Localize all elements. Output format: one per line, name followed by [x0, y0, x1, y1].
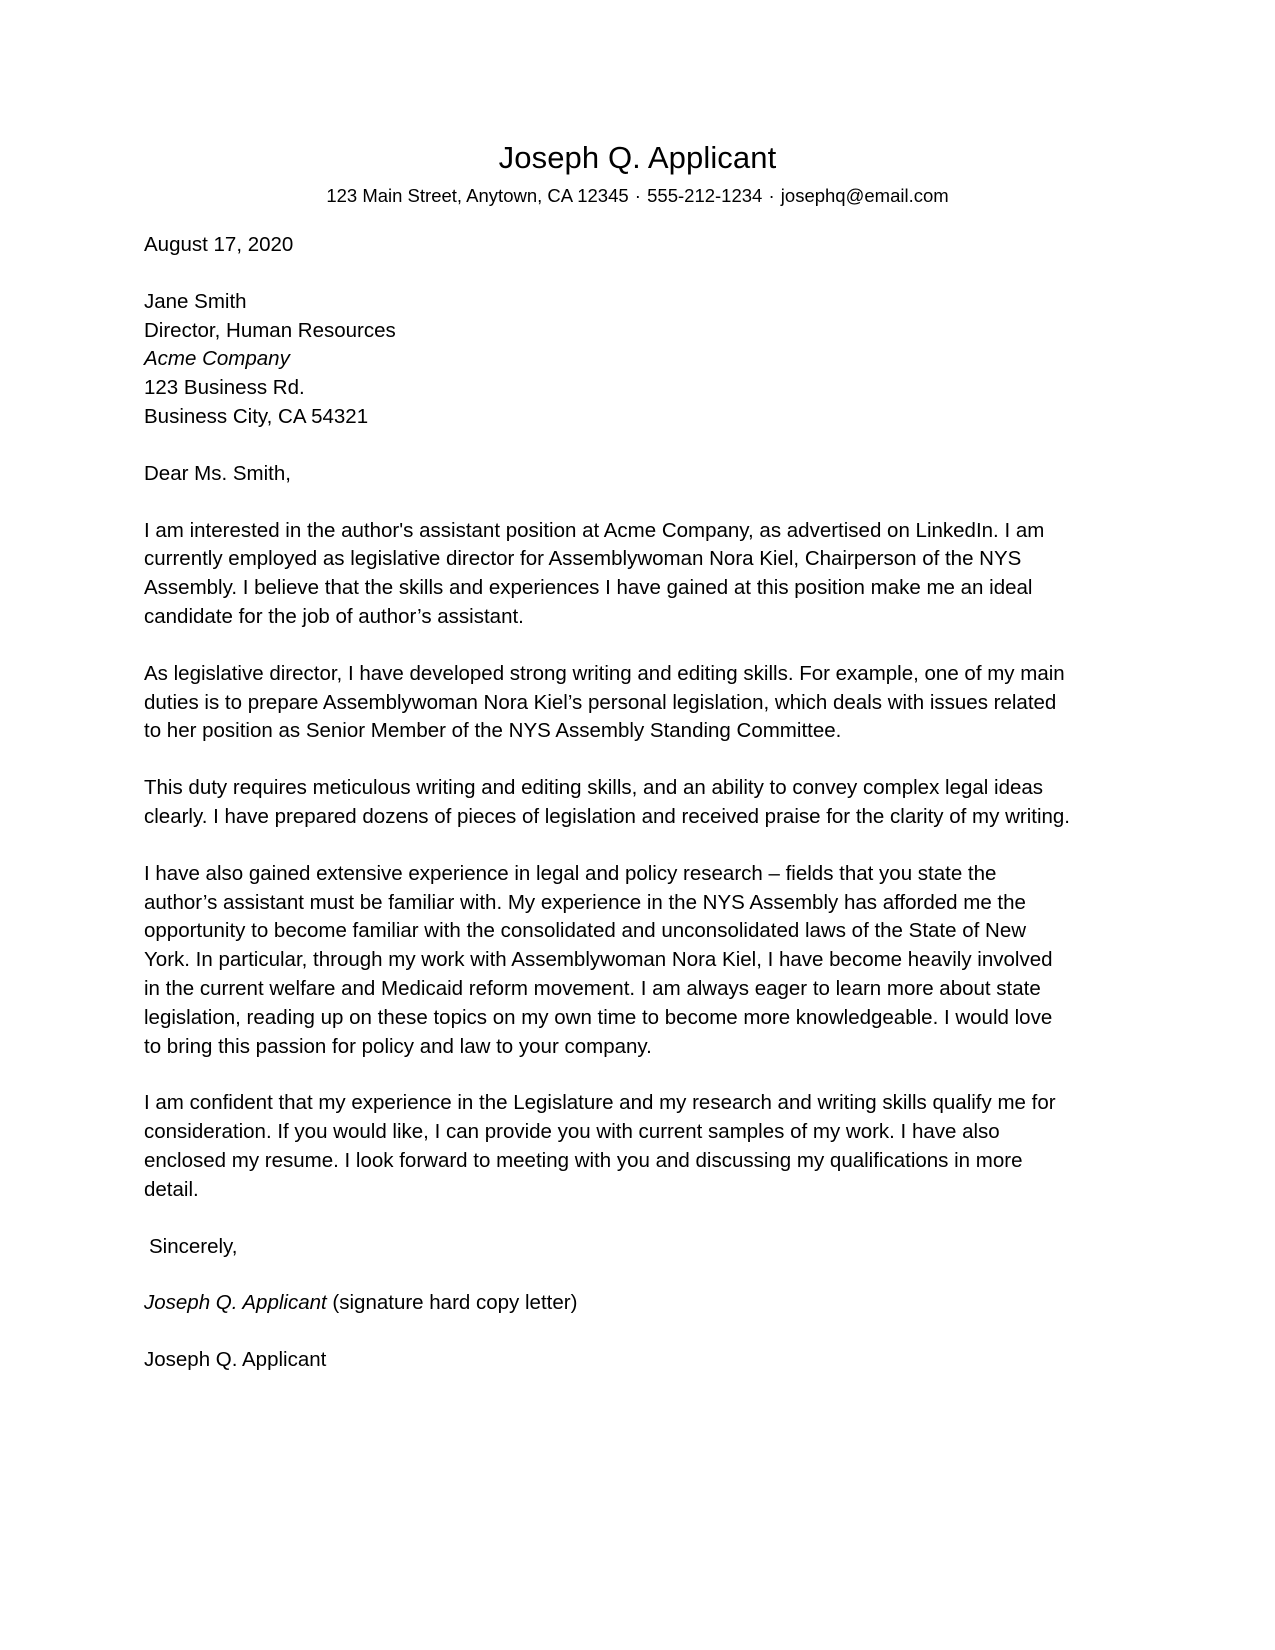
recipient-title: Director, Human Resources — [144, 318, 396, 342]
typed-name: Joseph Q. Applicant — [144, 1348, 327, 1372]
recipient-city-state-zip: Business City, CA 54321 — [144, 404, 369, 428]
recipient-name: Jane Smith — [144, 289, 247, 313]
letter-date: August 17, 2020 — [144, 233, 294, 256]
valediction-block — [144, 1233, 1074, 1262]
date-block — [144, 231, 1074, 260]
body-paragraph-3: This duty requires meticulous writing and editing skills, and an ability to convey complex legal ideas clearly. I have prepared dozens of pieces of legislation and received praise for the clarity of my writing. — [144, 776, 1071, 828]
separator-dot-1: · — [629, 185, 647, 206]
contact-line — [0, 183, 1275, 209]
body-paragraph-1: I am interested in the author's assistant position at Acme Company, as advertised on LinkedIn. I am currently employed as legislative director for Assemblywoman Nora Kiel, Chairperson of the NYS Assembly. I believe that the skills and experiences I have gained at this position make me an ideal candidate for the job of author’s assistant. — [144, 518, 1045, 628]
recipient-street: 123 Business Rd. — [144, 376, 305, 400]
contact-phone: 555-212-1234 — [647, 185, 763, 206]
contact-address: 123 Main Street, Anytown, CA 12345 — [326, 185, 629, 206]
body-paragraph-4: I have also gained extensive experience in legal and policy research – fields that you state the author’s assistant must be familiar with. My experience in the NYS Assembly has afforded me the opportunity to become familiar with the consolidated and unconsolidated laws of the State of New York. In particular, through my work with Assemblywoman Nora Kiel, I have become heavily involved in the current welfare and Medicaid reform movement. I am always eager to learn more about state legislation, reading up on these topics on my own time to become more knowledgeable. I would love to bring this passion for policy and law to your company. — [144, 861, 1053, 1058]
salutation-block — [144, 460, 1074, 489]
letterhead — [0, 0, 1275, 209]
recipient-company: Acme Company — [144, 347, 290, 371]
signature-line — [144, 1289, 1074, 1318]
valediction: Sincerely, — [149, 1234, 238, 1258]
salutation: Dear Ms. Smith, — [144, 461, 291, 485]
body-paragraph-2: As legislative director, I have developed strong writing and editing skills. For example, one of my main duties is to prepare Assemblywoman Nora Kiel’s personal legislation, which deals with issues related to her position as Senior Member of the NYS Assembly Standing Committee. — [144, 661, 1065, 743]
body-paragraph-5: I am confident that my experience in the Legislature and my research and writing skills qualify me for consideration. If you would like, I can provide you with current samples of my work. I have also enclosed my resume. I look forward to meeting with you and discussing my qualifications in more detail. — [144, 1091, 1056, 1201]
applicant-name: Joseph Q. Applicant — [498, 140, 777, 175]
separator-dot-2: · — [763, 185, 780, 206]
typed-name-block — [144, 1346, 1074, 1375]
letter-body — [144, 231, 1074, 1375]
signature-name-italic: Joseph Q. Applicant — [144, 1291, 327, 1315]
contact-email: josephq@email.com — [780, 185, 949, 206]
signature-note: (signature hard copy letter) — [332, 1291, 578, 1315]
recipient-address-block — [144, 288, 1074, 432]
